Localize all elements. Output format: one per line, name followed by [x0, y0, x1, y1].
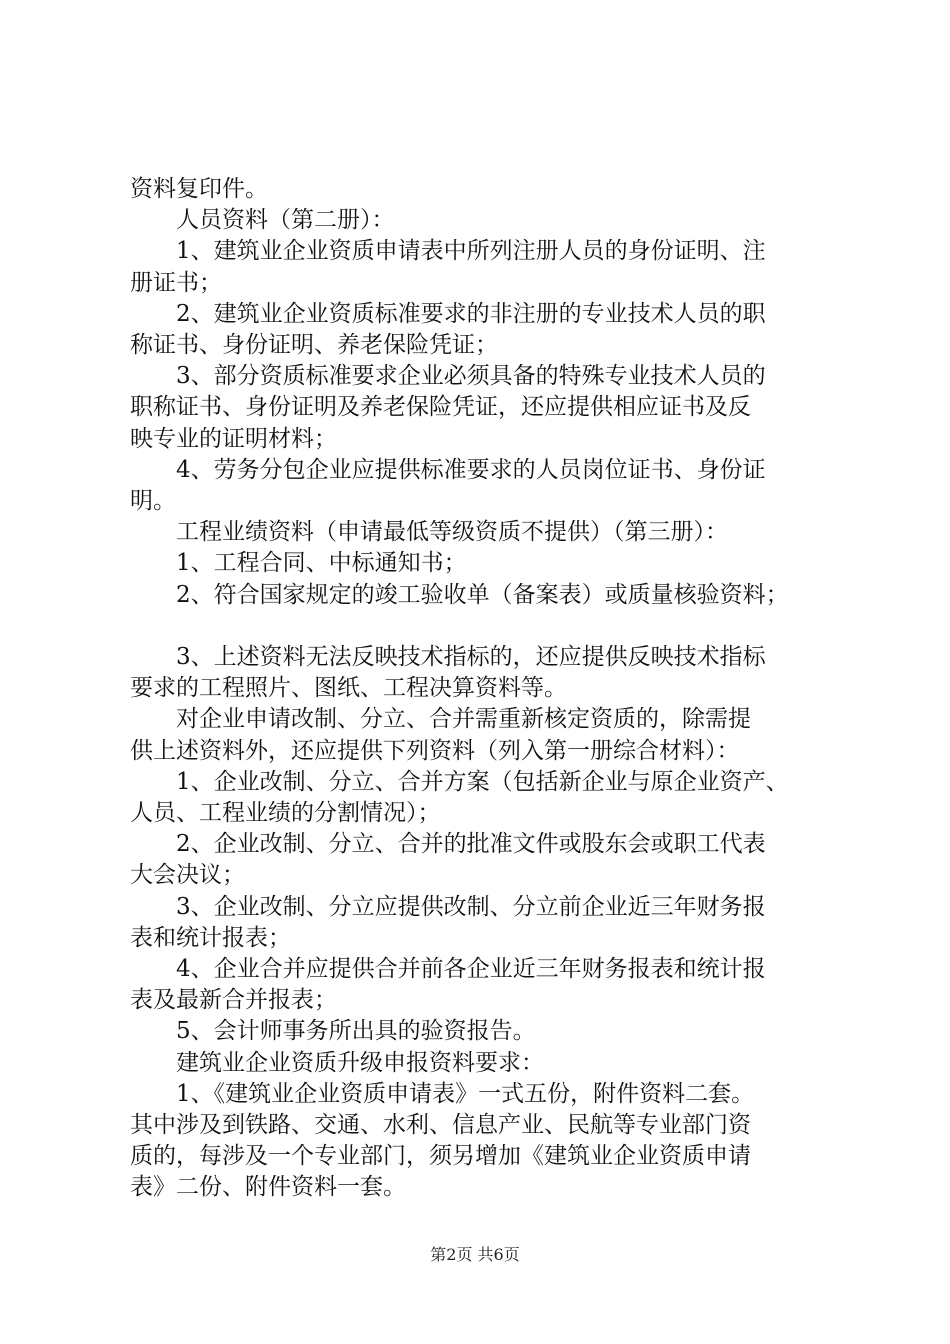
text-line: 3、上述资料无法反映技术指标的，还应提供反映技术指标	[130, 644, 766, 670]
text-line: 1、《建筑业企业资质申请表》一式五份，附件资料二套。	[130, 1081, 755, 1107]
blank-line	[130, 609, 850, 643]
text-line: 其中涉及到铁路、交通、水利、信息产业、民航等专业部门资	[130, 1112, 751, 1138]
text-line: 4、企业合并应提供合并前各企业近三年财务报表和统计报	[130, 956, 766, 982]
text-line: 映专业的证明材料；	[130, 426, 337, 452]
text-line: 明。	[130, 488, 176, 514]
text-line: 表》二份、附件资料一套。	[130, 1174, 406, 1200]
text-line: 建筑业企业资质升级申报资料要求：	[130, 1050, 544, 1076]
page-footer: 第2页 共6页	[430, 1245, 520, 1264]
text-line: 1、企业改制、分立、合并方案（包括新企业与原企业资产、	[130, 769, 789, 795]
text-line: 1、建筑业企业资质申请表中所列注册人员的身份证明、注	[130, 238, 766, 264]
text-line: 供上述资料外，还应提供下列资料（列入第一册综合材料）：	[130, 738, 740, 764]
text-line: 册证书；	[130, 270, 222, 296]
text-line: 1、工程合同、中标通知书；	[130, 550, 467, 576]
text-line: 人员资料（第二册）：	[130, 207, 395, 233]
text-line: 3、企业改制、分立应提供改制、分立前企业近三年财务报	[130, 894, 766, 920]
text-line: 人员、工程业绩的分割情况）；	[130, 800, 441, 826]
text-line: 大会决议；	[130, 862, 245, 888]
text-line: 质的，每涉及一个专业部门，须另增加《建筑业企业资质申请	[130, 1143, 751, 1169]
text-line: 5、会计师事务所出具的验资报告。	[130, 1018, 536, 1044]
text-line: 要求的工程照片、图纸、工程决算资料等。	[130, 675, 567, 701]
text-line: 对企业申请改制、分立、合并需重新核定资质的，除需提	[130, 706, 751, 732]
text-line: 2、企业改制、分立、合并的批准文件或股东会或职工代表	[130, 831, 766, 857]
text-line: 资料复印件。	[130, 176, 268, 202]
text-line: 职称证书、身份证明及养老保险凭证，还应提供相应证书及反	[130, 394, 751, 420]
text-line: 表和统计报表；	[130, 925, 291, 951]
text-line: 2、符合国家规定的竣工验收单（备案表）或质量核验资料；	[130, 582, 789, 608]
text-line: 3、部分资质标准要求企业必须具备的特殊专业技术人员的	[130, 363, 766, 389]
text-line: 称证书、身份证明、养老保险凭证；	[130, 332, 498, 358]
text-line: 工程业绩资料（申请最低等级资质不提供）（第三册）：	[130, 519, 728, 545]
text-line: 4、劳务分包企业应提供标准要求的人员岗位证书、身份证	[130, 457, 766, 483]
text-line: 表及最新合并报表；	[130, 987, 337, 1013]
text-line: 2、建筑业企业资质标准要求的非注册的专业技术人员的职	[130, 301, 766, 327]
